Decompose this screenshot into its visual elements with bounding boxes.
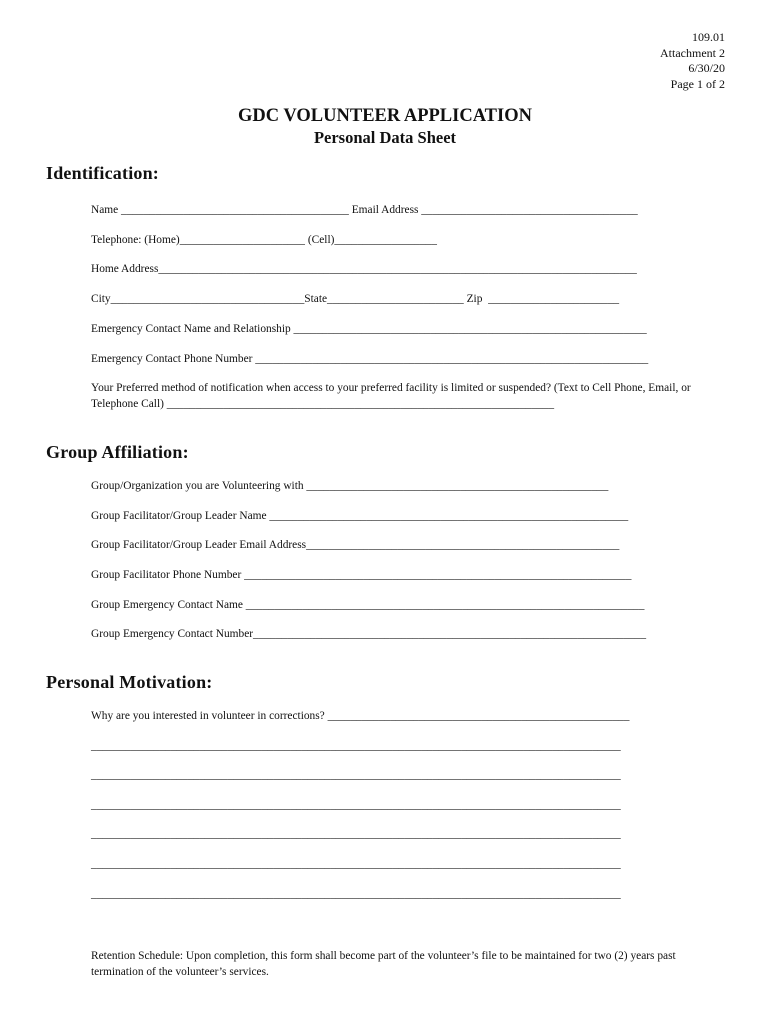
motivation-answer-line[interactable]: _____________________________________________________________________________________________ — [91, 858, 621, 870]
notification-method-field[interactable]: Your Preferred method of notification when access to your preferred facility is limited or suspended? (Text to Cell Phone, Email, or Telephone Call) ____________________________________________________________________ — [91, 382, 691, 410]
emergency-contact-phone-field[interactable]: Emergency Contact Phone Number _____________________________________________________________________ — [91, 353, 649, 365]
group-organization-field[interactable]: Group/Organization you are Volunteering with _____________________________________________________ — [91, 480, 609, 492]
document-title — [0, 105, 770, 149]
main-title: GDC VOLUNTEER APPLICATION — [238, 106, 532, 126]
document-date: 6/30/20 — [688, 61, 725, 75]
group-emergency-contact-number-field[interactable]: Group Emergency Contact Number_____________________________________________________________________ — [91, 628, 647, 640]
motivation-question-field[interactable]: Why are you interested in volunteer in corrections? _____________________________________________________ — [91, 710, 630, 722]
group-leader-email-field[interactable]: Group Facilitator/Group Leader Email Address_______________________________________________________ — [91, 539, 620, 551]
document-header — [660, 30, 725, 92]
motivation-answer-line[interactable]: _____________________________________________________________________________________________ — [91, 799, 621, 811]
identification-heading: Identification: — [46, 163, 159, 183]
motivation-answer-line[interactable]: _____________________________________________________________________________________________ — [91, 740, 621, 752]
group-facilitator-phone-field[interactable]: Group Facilitator Phone Number ____________________________________________________________________ — [91, 569, 632, 581]
emergency-contact-name-field[interactable]: Emergency Contact Name and Relationship ______________________________________________________________ — [91, 323, 647, 335]
motivation-answer-line[interactable]: _____________________________________________________________________________________________ — [91, 769, 621, 781]
form-number: 109.01 — [692, 30, 725, 44]
sub-title: Personal Data Sheet — [313, 128, 457, 147]
page-indicator: Page 1 of 2 — [670, 76, 725, 91]
retention-schedule-note: Retention Schedule: Upon completion, this form shall become part of the volunteer’s file to be maintained for two (2) years past termination of the volunteer’s services. — [91, 950, 676, 978]
city-state-zip-field[interactable]: City__________________________________State________________________ Zip _______________________ — [91, 293, 620, 305]
home-address-field[interactable]: Home Address____________________________________________________________________________________ — [91, 263, 637, 275]
group-emergency-contact-name-field[interactable]: Group Emergency Contact Name ______________________________________________________________________ — [91, 599, 645, 611]
personal-motivation-heading: Personal Motivation: — [46, 672, 213, 692]
group-affiliation-heading: Group Affiliation: — [46, 442, 189, 462]
telephone-field[interactable]: Telephone: (Home)______________________ (Cell)__________________ — [91, 234, 437, 246]
group-leader-name-field[interactable]: Group Facilitator/Group Leader Name _______________________________________________________________ — [91, 510, 629, 522]
motivation-answer-line[interactable]: _____________________________________________________________________________________________ — [91, 888, 621, 900]
name-email-field[interactable]: Name ________________________________________ Email Address ______________________________________ — [91, 204, 638, 216]
attachment-label: Attachment 2 — [660, 45, 725, 60]
motivation-answer-line[interactable]: _____________________________________________________________________________________________ — [91, 828, 621, 840]
